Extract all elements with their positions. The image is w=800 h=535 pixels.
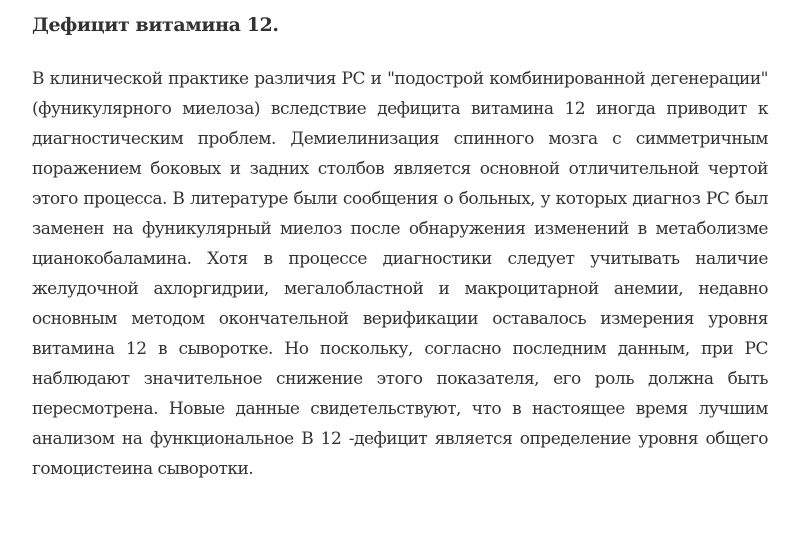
article-heading: Дефицит витамина 12. [32, 14, 279, 36]
article [32, 0, 768, 484]
article-paragraph: В клинической практике различия РС и "подострой комбинированной дегенерации" (фуникулярного миелоза) вследствие дефицита витамина 12 иногда приводит к диагностическим проблем. Демиелинизация спинного мозга с симметричным поражением боковых и задних столбов является основной отличительной чертой этого процесса. В литературе были сообщения о больных, у которых диагноз РС был заменен на фуникулярный миелоз после обнаружения изменений в метаболизме цианокобаламина. Хотя в процессе диагностики следует учитывать наличие желудочной ахлоргидрии, мегалобластной и макроцитарной анемии, недавно основным методом окончательной верификации оставалось измерения уровня витамина 12 в сыворотке. Но поскольку, согласно последним данным, при РС наблюдают значительное снижение этого показателя, его роль должна быть пересмотрена. Новые данные свидетельствуют, что в настоящее время лучшим анализом на функциональное В 12 -дефицит является определение уровня общего гомоцистеина сыворотки. [32, 69, 768, 479]
